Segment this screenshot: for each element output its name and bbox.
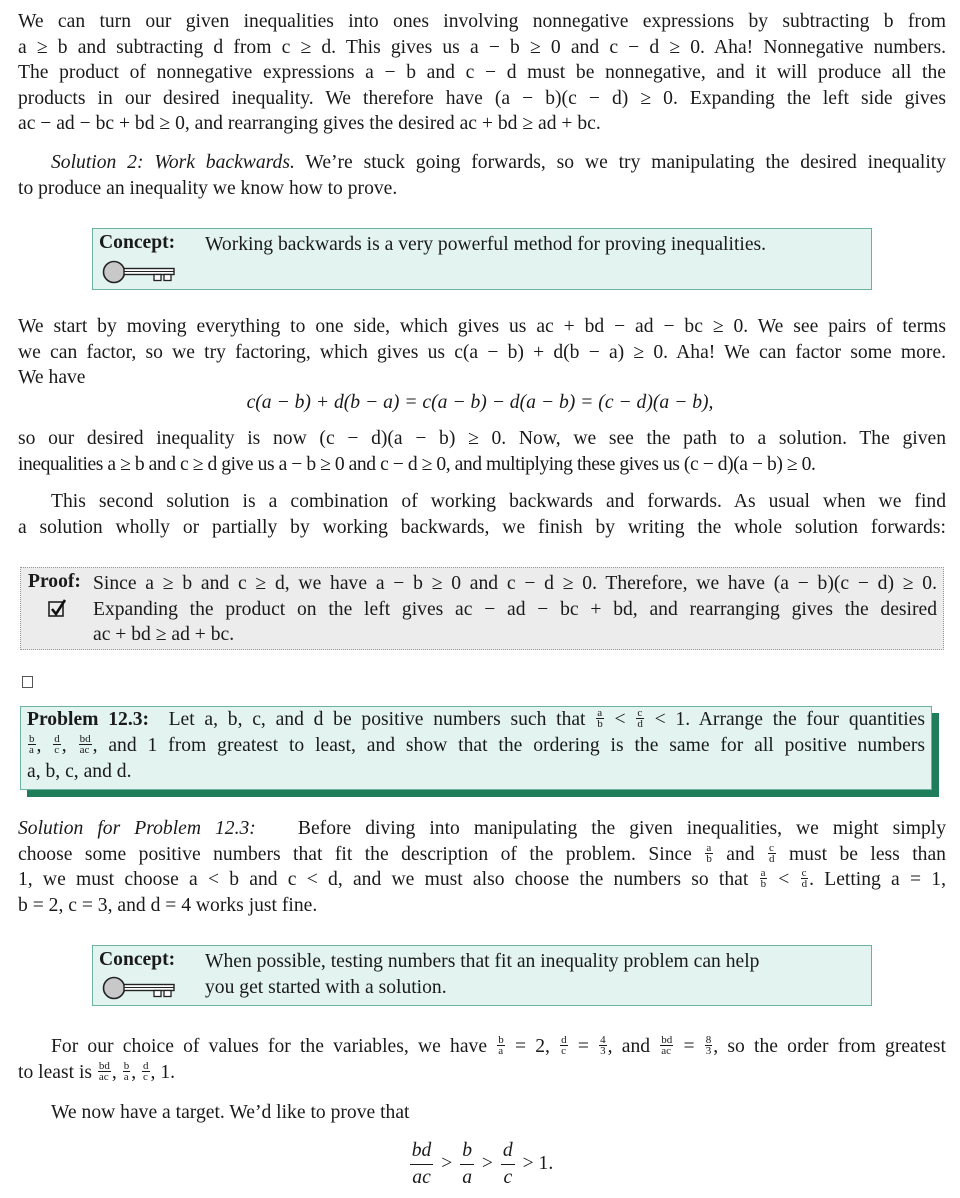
paragraph-choice-of-values (18, 1034, 946, 1085)
text-line: $\frac{b}{a}$ , $\frac{d}{c}$ , $\frac{bd}{ac}$ , and 1 from greatest to least, and show that the ordering is the same for all positive numbers (29, 733, 925, 756)
text-span: 1. (160, 1061, 176, 1083)
fraction-numerator: a (706, 841, 712, 854)
problem-text (27, 707, 925, 785)
fraction-c-over-d (768, 843, 776, 864)
fraction-denominator: c (503, 1167, 513, 1188)
paragraph-factoring (18, 314, 946, 391)
text-line: a solution wholly or partially by working backwards, we finish by writing the whole solution forwards: (18, 516, 946, 538)
paragraph-nonnegative-expressions (18, 9, 946, 137)
text-line: products in our desired inequality. We therefore have (a − b)(c − d) ≥ 0. Expanding the left side gives (18, 87, 946, 109)
text-line: inequalities a ≥ b and c ≥ d give us a − b ≥ 0 and c − d ≥ 0, and multiplying these gives us (c − d)(a − b) ≥ 0. (18, 453, 816, 475)
text-line: When possible, testing numbers that fit an inequality problem can help (205, 951, 760, 972)
text-span: 1, we must choose a < b and c < d, and we must also choose the numbers so that (18, 869, 749, 890)
fraction-c-over-d (636, 708, 644, 729)
text-line: 1, we must choose a < b and c < d, and we must also choose the numbers so that $\frac{a}{b}$ < $\frac{c}{d}$ . Letting a = 1, (18, 867, 946, 890)
text-span: = (683, 1036, 695, 1057)
fraction-numerator: b (123, 1059, 130, 1072)
fraction-denominator: b (597, 718, 603, 730)
text-line: We can turn our given inequalities into ones involving nonnegative expressions by subtracting b from (18, 11, 946, 32)
text-span: and (726, 843, 755, 865)
text-span: Let a, b, c, and d be positive numbers such that (168, 709, 586, 730)
fraction-4-over-3 (599, 1035, 607, 1056)
fraction-numerator: bd (661, 1034, 673, 1046)
fraction-numerator: a (760, 867, 766, 879)
fraction-denominator: a (29, 744, 34, 756)
fraction-denominator: b (706, 852, 712, 865)
paragraph-target (18, 1100, 946, 1126)
text-line: a, b, c, and d. (27, 761, 132, 782)
key-icon (102, 976, 178, 1000)
text-span: > 1. (522, 1153, 554, 1174)
text-span: We’re stuck going forwards, so we try manipulating the desired inequality (305, 152, 947, 173)
fraction-denominator: d (769, 852, 775, 865)
fraction-numerator: bd (410, 1138, 434, 1165)
text-line: we can factor, so we try factoring, which gives us c(a − b) + d(b − a) ≥ 0. Aha! We can factor some more. (18, 341, 946, 363)
checkmark-box-icon (47, 599, 67, 619)
fraction-denominator: d (637, 718, 643, 730)
text-span: . Letting a = 1, (809, 869, 946, 890)
display-target-inequality (0, 1138, 960, 1191)
fraction-numerator: d (54, 733, 60, 745)
fraction-numerator: 4 (600, 1034, 606, 1046)
text-span: , and 1 from greatest to least, and show that the ordering is the same for all positive numbers (92, 735, 925, 756)
fraction-denominator: a (498, 1045, 504, 1057)
concept-text (205, 949, 863, 1000)
text-span: Before diving into manipulating the given inequalities, we might simply (297, 818, 946, 839)
text-span: < 1. Arrange the four quantities (654, 709, 926, 730)
fraction-bd-over-ac (79, 734, 92, 755)
fraction-numerator: c (769, 841, 774, 854)
fraction-numerator: a (597, 707, 603, 719)
concept-text: Working backwards is a very powerful method for proving inequalities. (205, 234, 767, 255)
text-line: ac − ad − bc + bd ≥ 0, and rearranging gives the desired ac + bd ≥ ad + bc. (18, 113, 601, 134)
solution-title: Solution for Problem 12.3: (18, 818, 256, 839)
fraction-numerator: d (143, 1059, 149, 1072)
text-line: We now have a target. We’d like to prove that (51, 1102, 410, 1123)
greater-than-sign: > (441, 1153, 453, 1174)
fraction-d-over-c (560, 1035, 568, 1056)
text-line: you get started with a solution. (205, 976, 447, 998)
text-line (18, 816, 946, 842)
fraction-numerator: d (501, 1138, 515, 1165)
fraction-a-over-b (705, 843, 713, 864)
fraction-denominator: c (54, 744, 60, 756)
fraction-denominator: a (123, 1070, 129, 1083)
display-equation-factoring: c(a − b) + d(b − a) = c(a − b) − d(a − b) = (c − d)(a − b), (246, 392, 714, 413)
fraction-denominator: b (760, 878, 767, 890)
fraction-a-over-b (596, 708, 604, 729)
text-line (18, 1034, 946, 1060)
fraction-denominator: ac (661, 1045, 672, 1057)
concept-box-testing-numbers (92, 945, 872, 1006)
text-line: We start by moving everything to one side, which gives us ac + bd − ad − bc ≥ 0. We see pairs of terms (18, 316, 946, 337)
fraction-denominator: 3 (600, 1045, 606, 1057)
proof-box (20, 567, 944, 650)
text-line: This second solution is a combination of working backwards and forwards. As usual when we find (51, 491, 946, 512)
paragraph-desired-inequality (18, 426, 946, 477)
problem-label: Problem 12.3: (27, 709, 150, 730)
fraction-denominator: ac (412, 1167, 431, 1188)
fraction-numerator: b (460, 1138, 474, 1165)
text-span: = (577, 1036, 589, 1057)
greater-than-sign: > (481, 1153, 493, 1174)
paragraph-solution-problem-12-3 (18, 816, 946, 918)
solution-2-title: Solution 2: Work backwards. (51, 152, 295, 173)
text-span: choose some positive numbers that fit the description of the problem. Since (18, 843, 692, 865)
fraction-numerator: b (498, 1034, 504, 1046)
fraction-numerator: bd (98, 1059, 110, 1072)
fraction-b-over-a (123, 1061, 131, 1082)
fraction-a-over-b (760, 868, 768, 889)
concept-box-working-backwards (92, 228, 872, 290)
text-line: to produce an inequality we know how to prove. (18, 177, 398, 199)
text-line: so our desired inequality is now (c − d)(a − b) ≥ 0. Now, we see the path to a solution. The given (18, 428, 946, 449)
paragraph-combination (18, 489, 946, 540)
concept-label: Concept: (99, 232, 176, 253)
fraction-numerator: d (561, 1034, 567, 1046)
fraction-d-over-c (501, 1138, 515, 1191)
fraction-d-over-c (53, 734, 61, 755)
proof-text (93, 571, 937, 648)
fraction-numerator: c (801, 867, 807, 879)
proof-label: Proof: (28, 571, 81, 592)
fraction-numerator: c (637, 707, 643, 719)
text-line: ac + bd ≥ ad + bc. (93, 624, 235, 645)
fraction-b-over-a (497, 1035, 505, 1056)
fraction-bd-over-ac (410, 1138, 434, 1191)
text-line: a ≥ b and subtracting d from c ≥ d. This gives us a − b ≥ 0 and c − d ≥ 0. Aha! Nonnegative numbers. (18, 36, 946, 58)
text-line: to least is $\frac{bd}{ac}$ , $\frac{b}{a}$ , $\frac{d}{c}$ , 1. (18, 1059, 176, 1083)
fraction-c-over-d (801, 868, 809, 889)
problem-box-12-3 (20, 706, 932, 790)
fraction-b-over-a (460, 1138, 474, 1191)
text-line: Expanding the product on the left gives ac − ad − bc + bd, and rearranging gives the desired (93, 598, 937, 620)
fraction-b-over-a (28, 734, 36, 755)
text-line: The product of nonnegative expressions a − b and c − d must be nonnegative, and it will produce all the (18, 62, 946, 83)
fraction-d-over-c (142, 1061, 150, 1082)
empty-square-icon (22, 676, 33, 688)
fraction-denominator: c (143, 1070, 148, 1083)
text-line: Problem 12.3: Let a, b, c, and d be positive numbers such that $\frac{a}{b}$ < $\frac{c}{d}$ < 1. Arrange the four quantities (27, 707, 926, 730)
text-span: , and (607, 1036, 651, 1057)
fraction-denominator: ac (79, 744, 90, 756)
fraction-denominator: 3 (705, 1045, 712, 1057)
text-span: to least is (18, 1061, 93, 1083)
fraction-bd-over-ac (660, 1035, 673, 1056)
key-icon (102, 260, 178, 284)
fraction-denominator: c (561, 1045, 567, 1057)
text-line: Since a ≥ b and c ≥ d, we have a − b ≥ 0 and c − d ≥ 0. Therefore, we have (a − b)(c − d) ≥ 0. (93, 573, 937, 594)
text-line (18, 842, 946, 868)
fraction-bd-over-ac (98, 1061, 111, 1082)
fraction-numerator: bd (79, 733, 91, 745)
fraction-numerator: 8 (705, 1034, 712, 1046)
fraction-8-over-3 (705, 1035, 713, 1056)
fraction-denominator: a (462, 1167, 473, 1188)
text-line: We have (18, 367, 86, 388)
text-span: must be less than (788, 843, 946, 865)
text-span: , so the order from greatest (713, 1036, 946, 1057)
text-span: = 2, (514, 1036, 550, 1057)
concept-label: Concept: (99, 949, 176, 970)
text-line (18, 150, 946, 176)
fraction-numerator: b (29, 733, 35, 745)
fraction-denominator: ac (98, 1070, 109, 1083)
text-line: b = 2, c = 3, and d = 4 works just fine. (18, 894, 318, 916)
paragraph-solution-2 (18, 150, 946, 201)
text-span: For our choice of values for the variables, we have (51, 1036, 488, 1057)
fraction-denominator: d (801, 878, 808, 890)
